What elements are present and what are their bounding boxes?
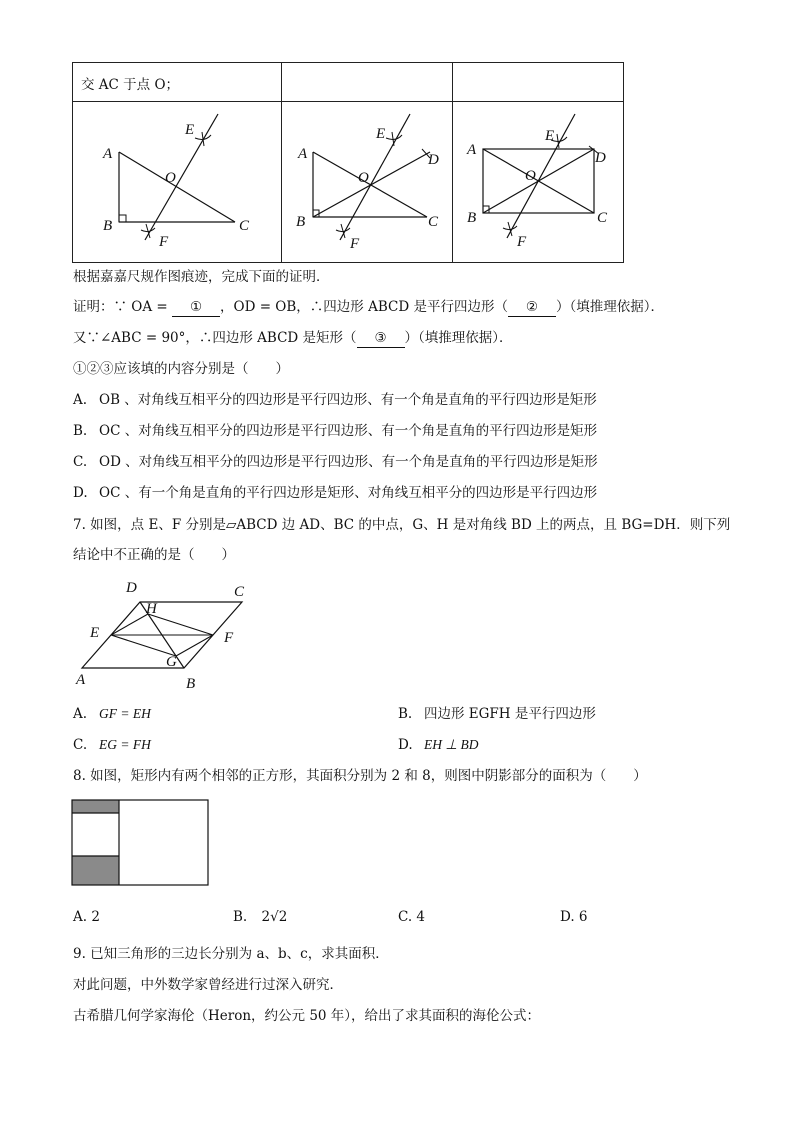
option-label: D. [398, 737, 413, 753]
label-c: C [597, 210, 608, 226]
label-b: B [296, 214, 306, 230]
construction-figure-2 [282, 102, 452, 258]
proof-text: ）（填推理依据）． [404, 330, 513, 346]
option-text: EG = FH [99, 737, 151, 752]
q6-proof-line-2 [73, 329, 513, 348]
label-f: F [224, 630, 234, 646]
step-text: 交 AC 于点 O； [81, 77, 180, 93]
option-text: 2√2 [261, 909, 288, 925]
q7-option-c[interactable] [73, 736, 151, 754]
blank-2: ② [508, 298, 556, 317]
figure-cell-2 [282, 102, 453, 263]
q8-rectangle-figure [71, 799, 211, 887]
label-e: E [90, 625, 100, 641]
label-o: O [525, 168, 536, 184]
option-label: C. [73, 737, 88, 753]
q7-option-d[interactable] [398, 736, 479, 754]
label-a: A [103, 146, 113, 162]
q7-stem-line-1: 7. 如图，点 E、F 分别是▱ABCD 边 AD、BC 的中点，G、H 是对角线 BD 上的两点，且 BG=DH．则下列 [73, 517, 731, 533]
figure-cell-1 [73, 102, 282, 263]
label-a: A [467, 142, 477, 158]
shaded-region-bottom [72, 856, 119, 885]
label-a: A [76, 672, 86, 688]
label-c: C [428, 214, 439, 230]
label-o: O [165, 170, 176, 186]
q8-option-d[interactable]: D. 6 [560, 909, 588, 925]
option-text: OD 、对角线互相平分的四边形是平行四边形、有一个角是直角的平行四边形是矩形 [99, 454, 598, 470]
table-cell [453, 63, 624, 102]
label-d: D [428, 152, 439, 168]
table-cell [282, 63, 453, 102]
q9-line-1: 9. 已知三角形的三边长分别为 a、b、c，求其面积． [73, 946, 389, 962]
q9-line-3: 古希腊几何学家海伦（Heron，约公元 50 年），给出了求其面积的海伦公式： [73, 1008, 541, 1024]
q7-stem-line-2: 结论中不正确的是（ ） [73, 547, 235, 563]
label-f: F [517, 234, 527, 250]
q8-option-b[interactable] [233, 908, 287, 926]
option-text: 四边形 EGFH 是平行四边形 [424, 706, 596, 722]
figure-cell-3 [453, 102, 624, 263]
label-e: E [185, 122, 195, 138]
q7-parallelogram-figure [72, 576, 272, 694]
proof-text: 又∵∠ABC = 90°，∴四边形 ABCD 是矩形（ [73, 330, 357, 346]
option-label: B. [73, 423, 88, 439]
option-label: D. [73, 485, 88, 501]
option-text: OB 、对角线互相平分的四边形是平行四边形、有一个角是直角的平行四边形是矩形 [99, 392, 597, 408]
label-o: O [358, 170, 369, 186]
option-text: OC 、对角线互相平分的四边形是平行四边形、有一个角是直角的平行四边形是矩形 [99, 423, 598, 439]
construction-table [72, 62, 624, 263]
q6-proof-line-1 [73, 298, 664, 317]
option-label: B. [233, 909, 248, 925]
label-c: C [234, 584, 245, 600]
label-b: B [186, 676, 196, 692]
label-h: H [146, 601, 157, 617]
q6-option-c[interactable] [73, 453, 598, 471]
q6-option-b[interactable] [73, 422, 597, 440]
shaded-region-top [72, 800, 119, 813]
q9-line-2: 对此问题，中外数学家曾经进行过深入研究． [73, 977, 343, 993]
label-b: B [103, 218, 113, 234]
q6-question: ①②③应该填的内容分别是（ ） [73, 361, 289, 377]
option-label: B. [398, 706, 413, 722]
label-b: B [467, 210, 477, 226]
option-label: A. [73, 392, 88, 408]
label-d: D [595, 150, 606, 166]
proof-text: 证明：∵ OA = [73, 299, 168, 315]
label-f: F [350, 236, 360, 252]
construction-figure-3 [453, 102, 623, 258]
q7-option-a[interactable] [73, 705, 151, 723]
proof-text: ，OD = OB，∴四边形 ABCD 是平行四边形（ [220, 299, 508, 315]
label-e: E [545, 128, 555, 144]
option-text: OC 、有一个角是直角的平行四边形是矩形、对角线互相平分的四边形是平行四边形 [99, 485, 598, 501]
option-text: EH ⊥ BD [424, 737, 479, 752]
q8-option-a[interactable]: A. 2 [73, 909, 100, 925]
q8-option-c[interactable]: C. 4 [398, 909, 426, 925]
blank-1: ① [172, 298, 220, 317]
label-e: E [376, 126, 386, 142]
q6-option-a[interactable] [73, 391, 597, 409]
proof-text: ）（填推理依据）． [555, 299, 664, 315]
label-f: F [159, 234, 169, 250]
label-g: G [166, 654, 177, 670]
label-a: A [298, 146, 308, 162]
option-label: A. [73, 706, 88, 722]
table-cell [73, 63, 282, 102]
label-c: C [239, 218, 250, 234]
q8-stem: 8. 如图，矩形内有两个相邻的正方形，其面积分别为 2 和 8，则图中阴影部分的面积为（ ） [73, 768, 647, 784]
option-text: GF = EH [99, 706, 151, 721]
construction-figure-1 [73, 102, 281, 258]
label-d: D [126, 580, 137, 596]
blank-3: ③ [357, 329, 405, 348]
q6-intro: 根据嘉嘉尺规作图痕迹，完成下面的证明． [73, 269, 330, 285]
option-label: C. [73, 454, 88, 470]
q7-option-b[interactable] [398, 705, 596, 723]
q6-option-d[interactable] [73, 484, 597, 502]
